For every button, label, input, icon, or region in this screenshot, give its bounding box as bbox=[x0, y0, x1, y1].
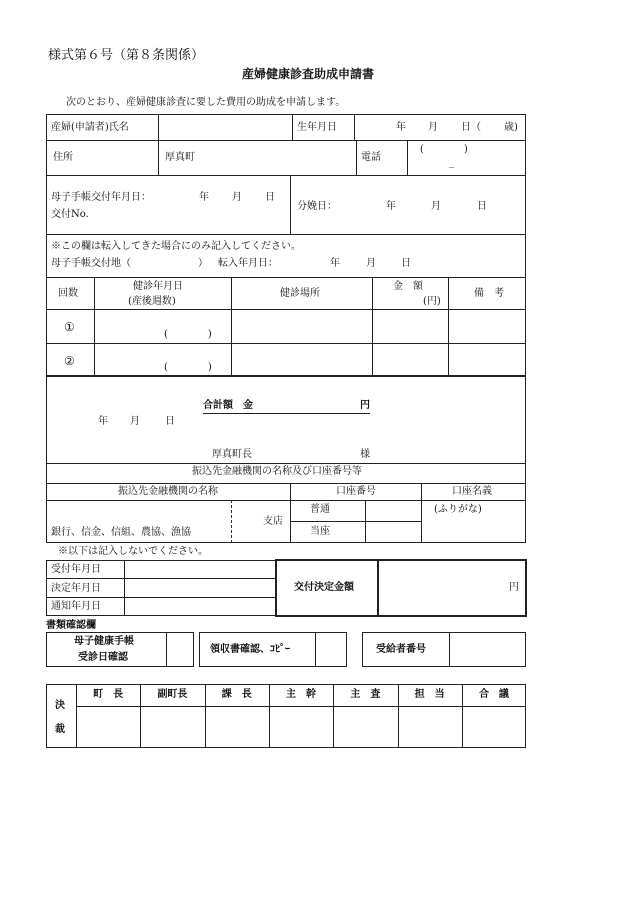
approval-role-5: 担 当 bbox=[414, 689, 445, 700]
handbook-month: 月 bbox=[232, 192, 242, 203]
moved-date-label: 転入年月日： bbox=[218, 258, 278, 269]
col-count: 回数 bbox=[58, 288, 78, 299]
transfer-place-close: ） bbox=[198, 258, 208, 269]
moved-month: 月 bbox=[366, 258, 376, 269]
phone-label: 電話 bbox=[361, 152, 381, 163]
delivery-month: 月 bbox=[431, 201, 441, 212]
bank-name-col: 振込先金融機関の名称 bbox=[118, 486, 218, 497]
birth-year: 年 bbox=[396, 122, 406, 133]
approval-stamp-4[interactable] bbox=[335, 708, 395, 746]
age-suffix: 歳) bbox=[504, 122, 518, 133]
name-label: 産婦(申請者)氏名 bbox=[51, 122, 129, 133]
handbook-check-line2: 受診日確認 bbox=[78, 652, 128, 663]
approval-role-6: 合 議 bbox=[478, 689, 509, 700]
form-title: 産婦健康診査助成申請書 bbox=[242, 67, 375, 81]
approval-side-top: 決 bbox=[55, 700, 65, 711]
name-field[interactable] bbox=[162, 117, 288, 137]
intro-text: 次のとおり、産婦健康診査に要した費用の助成を申請します。 bbox=[66, 97, 346, 108]
phone-area-code: ( ) bbox=[420, 144, 468, 155]
mayor-label: 厚真町長 bbox=[212, 449, 252, 460]
handbook-year: 年 bbox=[199, 192, 209, 203]
doc-check-title: 書類確認欄 bbox=[46, 620, 96, 631]
birth-month: 月 bbox=[428, 122, 438, 133]
delivery-year: 年 bbox=[386, 201, 396, 212]
handbook-issue-label: 母子手帳交付年月日： bbox=[51, 192, 151, 203]
total-label: 合計額 金 bbox=[203, 400, 253, 411]
handbook-no-label: 交付No. bbox=[51, 209, 89, 220]
account-type-futsu[interactable]: 普通 bbox=[310, 504, 330, 515]
decided-date-label: 決定年月日 bbox=[51, 583, 101, 594]
transfer-note: ※この欄は転入してきた場合にのみ記入してください。 bbox=[51, 241, 301, 252]
received-date-label: 受付年月日 bbox=[51, 564, 101, 575]
row-2-weeks: ( ) bbox=[164, 362, 212, 373]
handbook-day: 日 bbox=[265, 192, 275, 203]
furigana-label: (ふりがな) bbox=[434, 504, 482, 515]
approval-stamp-0[interactable] bbox=[78, 708, 138, 746]
account-type-touza[interactable]: 当座 bbox=[310, 526, 330, 537]
form-number: 様式第６号（第８条関係） bbox=[48, 48, 205, 63]
approval-stamp-2[interactable] bbox=[207, 708, 267, 746]
moved-year: 年 bbox=[330, 258, 340, 269]
approval-stamp-5[interactable] bbox=[400, 708, 460, 746]
approval-side-bottom: 裁 bbox=[55, 724, 65, 735]
approval-stamp-1[interactable] bbox=[142, 708, 202, 746]
total-section bbox=[46, 376, 526, 543]
sign-month: 月 bbox=[130, 416, 140, 427]
recipient-no-label: 受給者番号 bbox=[376, 644, 426, 655]
moved-day: 日 bbox=[401, 258, 411, 269]
row-1-weeks: ( ) bbox=[164, 329, 212, 340]
sign-day: 日 bbox=[165, 416, 175, 427]
approval-role-2: 課 長 bbox=[221, 689, 252, 700]
delivery-label: 分娩日： bbox=[297, 201, 337, 212]
col-amount: 金 額 bbox=[393, 281, 423, 292]
account-no-col: 口座番号 bbox=[336, 486, 376, 497]
mayor-sama: 様 bbox=[360, 449, 370, 460]
grant-amount-label: 交付決定金額 bbox=[294, 582, 354, 593]
approval-stamp-3[interactable] bbox=[271, 708, 331, 746]
grant-amount-yen: 円 bbox=[509, 582, 519, 593]
col-exam-place: 健診場所 bbox=[280, 288, 320, 299]
approval-role-1: 副町長 bbox=[157, 689, 188, 700]
birth-label: 生年月日 bbox=[297, 122, 337, 133]
approval-role-0: 町 長 bbox=[93, 689, 124, 700]
total-yen: 円 bbox=[360, 400, 370, 411]
transfer-place-label: 母子手帳交付地（ bbox=[51, 258, 131, 269]
approval-role-3: 主 幹 bbox=[286, 689, 317, 700]
approval-stamp-6[interactable] bbox=[464, 708, 524, 746]
approval-role-4: 主 査 bbox=[350, 689, 381, 700]
bank-types: 銀行、信金、信組、農協、漁協 bbox=[51, 527, 191, 538]
birth-day: 日（ bbox=[461, 122, 481, 133]
row-1-mark: ① bbox=[64, 320, 75, 334]
address-label: 住所 bbox=[53, 152, 73, 163]
account-name-col: 口座名義 bbox=[452, 486, 492, 497]
address-value: 厚真町 bbox=[165, 152, 195, 163]
handbook-check-line1: 母子健康手帳 bbox=[74, 636, 134, 647]
col-amount-unit: (円) bbox=[423, 296, 441, 307]
col-note: 備 考 bbox=[474, 288, 504, 299]
col-exam-weeks: (産後週数) bbox=[128, 296, 176, 307]
col-exam-date: 健診年月日 bbox=[133, 281, 183, 292]
branch-label: 支店 bbox=[263, 516, 283, 527]
office-use-note: ※以下は記入しないでください。 bbox=[58, 546, 208, 557]
phone-dash: _ bbox=[449, 157, 454, 168]
sign-year: 年 bbox=[98, 416, 108, 427]
delivery-day: 日 bbox=[477, 201, 487, 212]
receipt-check-label: 領収書確認、ｺﾋﾟｰ bbox=[210, 644, 290, 655]
bank-section-title: 振込先金融機関の名称及び口座番号等 bbox=[192, 466, 362, 477]
notified-date-label: 通知年月日 bbox=[51, 601, 101, 612]
row-2-mark: ② bbox=[64, 354, 75, 368]
